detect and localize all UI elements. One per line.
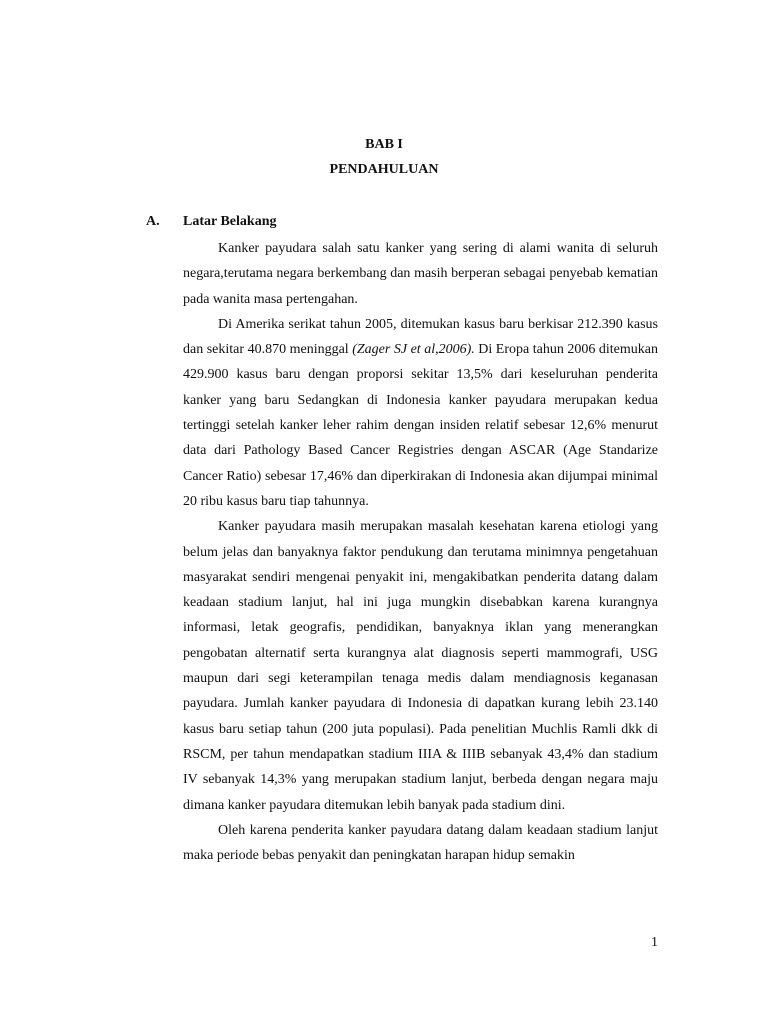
section-title: Latar Belakang [183,214,277,229]
paragraph-1: Kanker payudara salah satu kanker yang sering di alami wanita di seluruh negara,terutama negara berkembang dan masih berperan sebagai penyebab kematian pada wanita masa pertengahan. [183,241,658,307]
paragraph-2-text-after: Di Eropa tahun 2006 ditemukan 429.900 kasus baru dengan proporsi sekitar 13,5% dari keseluruhan penderita kanker yang baru Sedangkan di Indonesia kanker payudara merupakan kedua tertinggi setelah kanker leher rahim dengan insiden relatif sebesar 12,6% menurut data dari Pathology Based Cancer Registries dengan ASCAR (Age Standarize Cancer Ratio) sebesar 17,46% dan diperkirakan di Indonesia akan dijumpai minimal 20 ribu kasus baru tiap tahunnya. [183,342,658,509]
paragraph-3: Kanker payudara masih merupakan masalah kesehatan karena etiologi yang belum jelas dan banyaknya faktor pendukung dan terutama minimnya pengetahuan masyarakat sendiri mengenai penyakit ini, mengakibatkan penderita datang dalam keadaan stadium lanjut, hal ini juga mungkin disebabkan karena kurangnya informasi, letak geografis, pendidikan, banyaknya iklan yang menerangkan pengobatan alternatif serta kurangnya alat diagnosis seperti mammografi, USG maupun dari segi keterampilan tenaga medis dalam mendiagnosis keganasan payudara. Jumlah kanker payudara di Indonesia di dapatkan kurang lebih 23.140 kasus baru setiap tahun (200 juta populasi). Pada penelitian Muchlis Ramli dkk di RSCM, per tahun mendapatkan stadium IIIA & IIIB sebanyak 43,4% dan stadium IV sebanyak 14,3% yang merupakan stadium lanjut, berbeda dengan negara maju dimana kanker payudara ditemukan lebih banyak pada stadium dini. [183,519,658,813]
citation: (Zager SJ et al,2006). [352,342,475,358]
paragraph-4: Oleh karena penderita kanker payudara datang dalam keadaan stadium lanjut maka periode bebas penyakit dan peningkatan harapan hidup semakin [183,822,658,864]
chapter-number: BAB I [365,137,403,152]
section-letter: A. [146,214,160,229]
paragraph-2 [183,312,658,514]
body-text [183,236,658,868]
page-number: 1 [651,935,658,950]
paragraph-2-text-before: Di Amerika serikat tahun 2005, ditemukan kasus baru berkisar 212.390 kasus dan sekitar 40.870 meninggal [183,316,658,358]
chapter-title: PENDAHULUAN [329,162,439,177]
